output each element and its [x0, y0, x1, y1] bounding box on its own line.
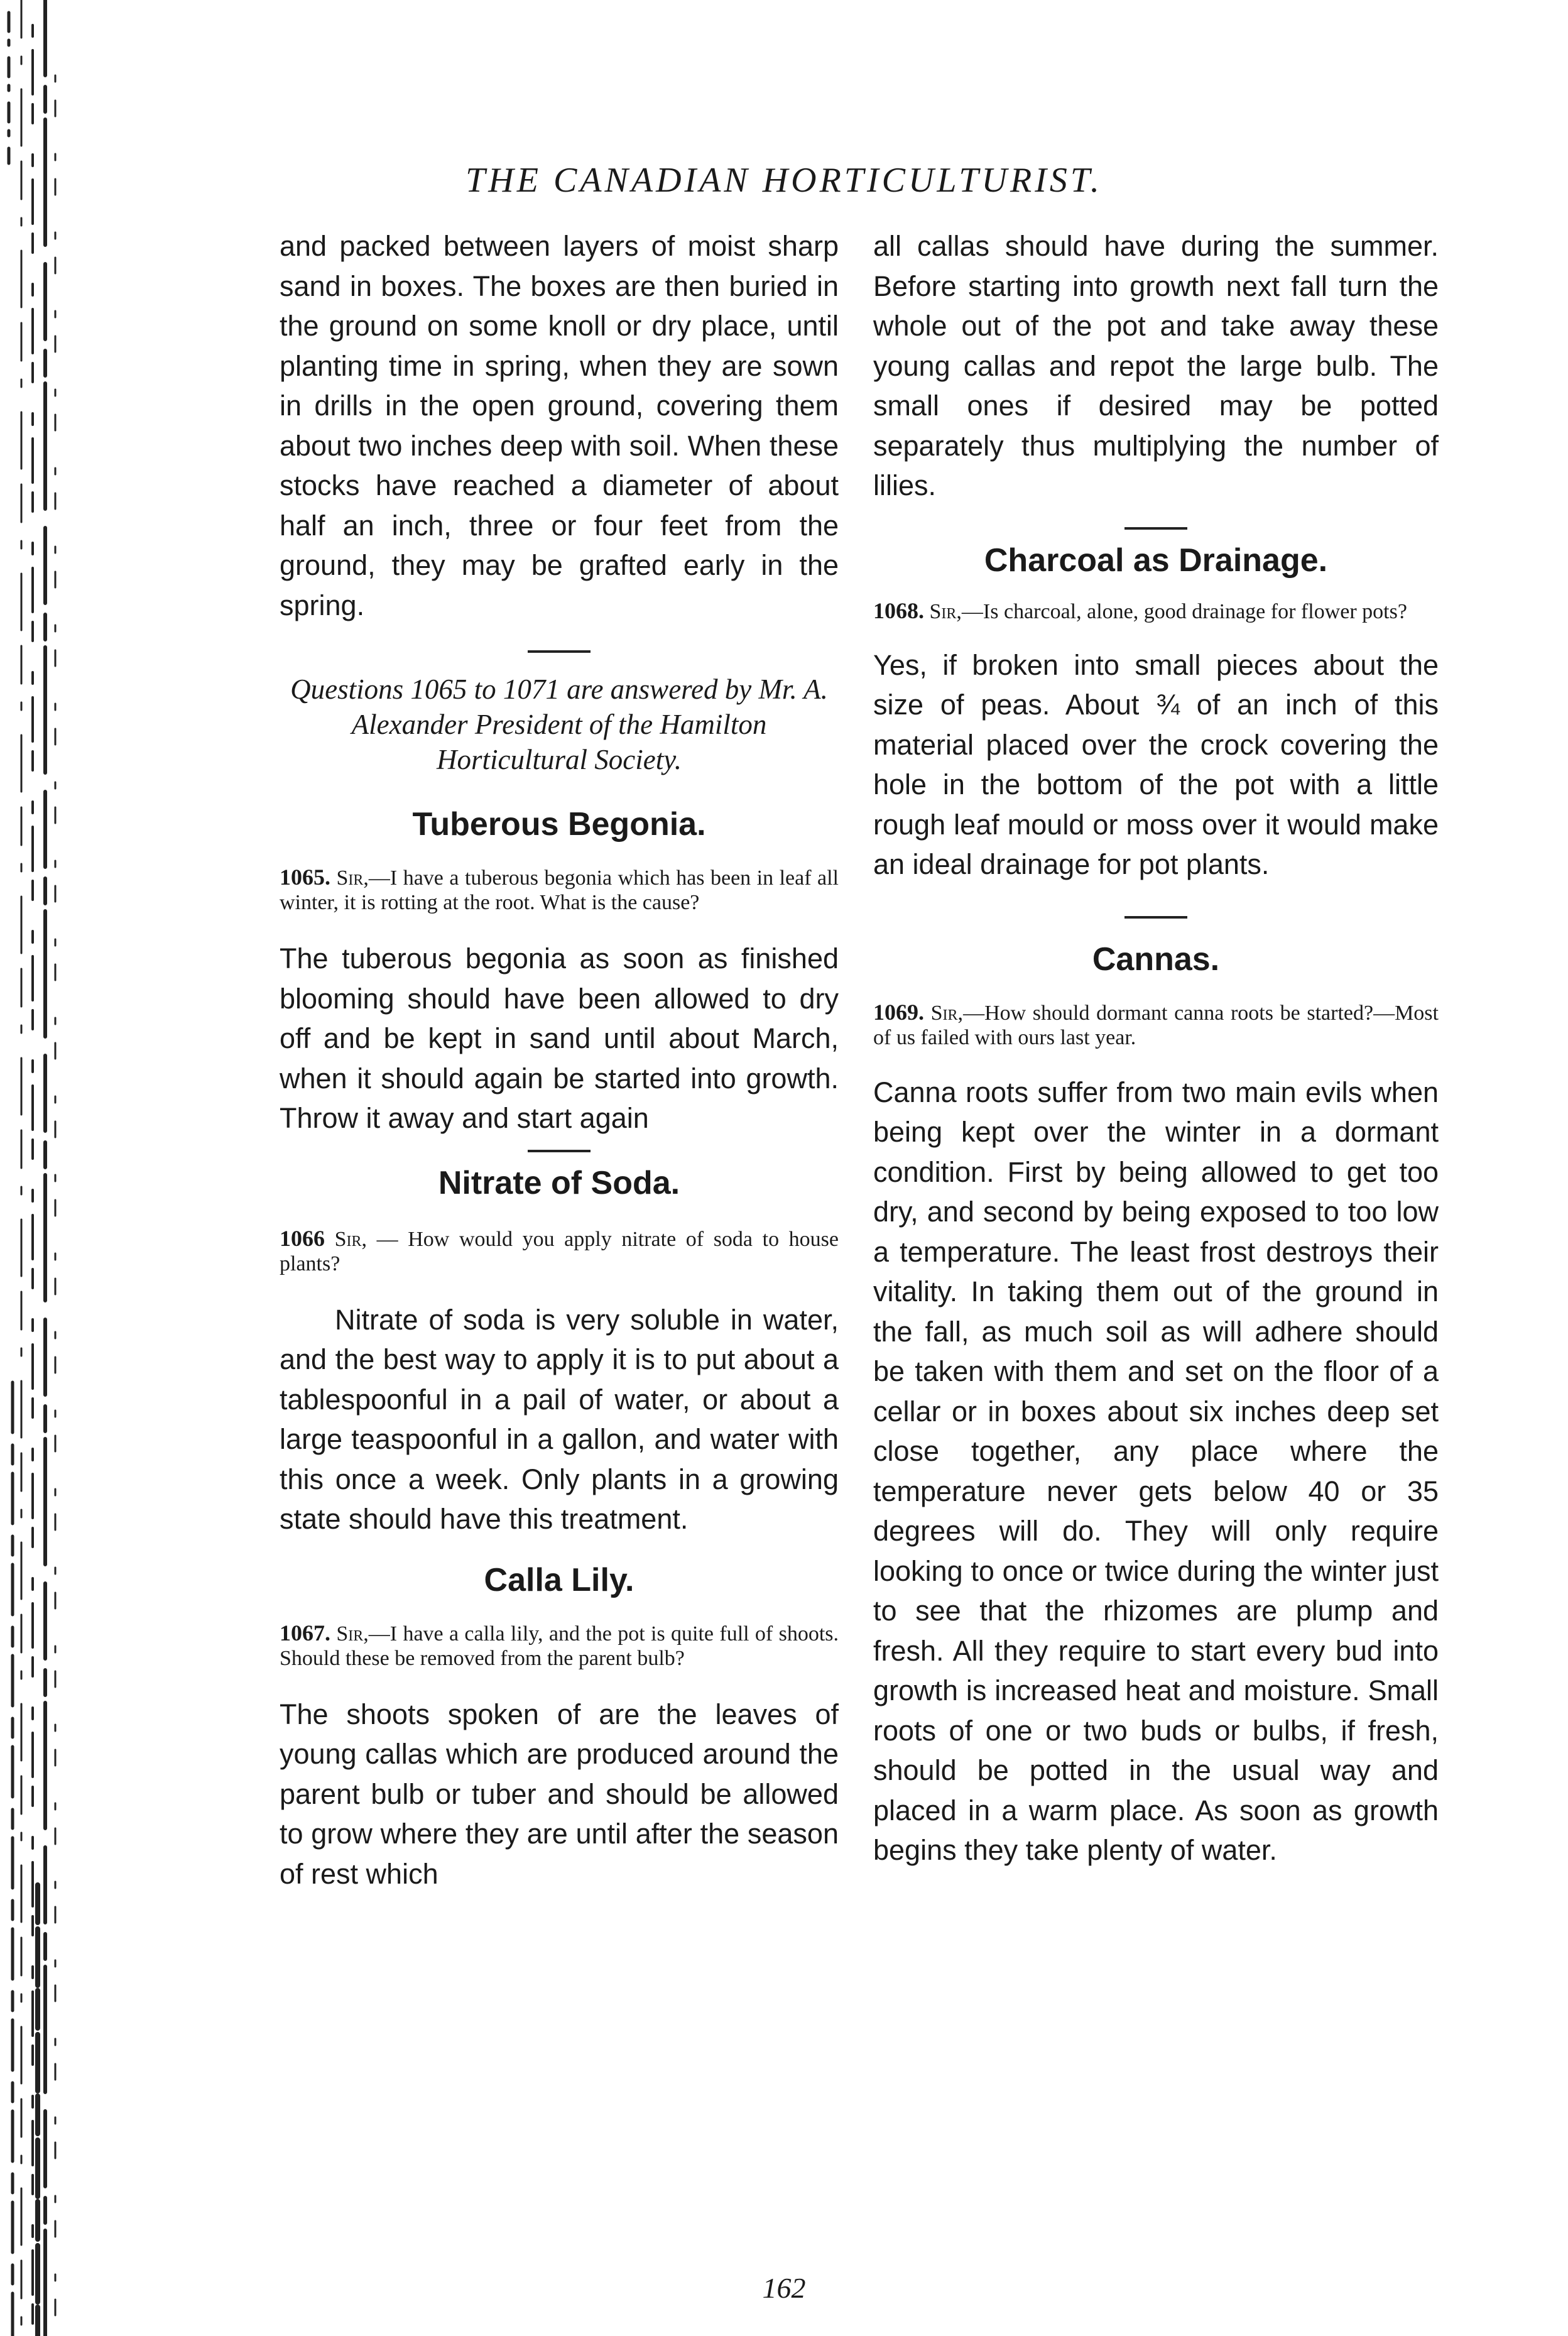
question-1067 — [280, 1621, 839, 1671]
question-text: —Is charcoal, alone, good drainage for flower pots? — [961, 599, 1407, 623]
question-text: — How would you apply nitrate of soda to house plants? — [280, 1227, 839, 1275]
section-divider — [1124, 527, 1187, 530]
section-divider — [1124, 916, 1187, 919]
running-head: THE CANADIAN HORTICULTURIST. — [466, 161, 1102, 200]
intro-paragraph: and packed between layers of moist sharp sand in boxes. The boxes are then buried in the ground on some knoll or dry place, until planting time in spring, when they are sown in drills in the open ground, covering them about two inches deep with soil. When these stocks have reached a diameter of about half an inch, three or four feet from the ground, they may be grafted early in the spring. — [280, 230, 839, 621]
question-salutation: Sir, — [334, 1227, 368, 1251]
question-number: 1067. — [280, 1620, 330, 1646]
question-number: 1066 — [280, 1225, 325, 1251]
question-number: 1068. — [873, 598, 924, 623]
page-number: 162 — [762, 2272, 806, 2304]
heading-nitrate-of-soda: Nitrate of Soda. — [438, 1164, 680, 1201]
question-1068 — [873, 599, 1439, 624]
answer-1069: Canna roots suffer from two main evils when being kept over the winter in a dormant condition. First by being allowed to get too dry, and second by being exposed to too low a temperature. The least frost destroys their vitality. In taking them out of the ground in the fall, as much soil as will adhere should be taken with them and set on the floor of a cellar or in boxes about six inches deep set close together, any place where the temperature never gets below 40 or 35 degrees will do. They will only require looking to once or twice during the winter just to see that the rhizomes are plump and fresh. All they require to start every bud into growth is increased heat and moisture. Small roots of one or two buds or bulbs, if fresh, should be potted in the usual way and placed in a warm place. As soon as growth begins they take plenty of water. — [873, 1076, 1439, 1866]
question-salutation: Sir, — [336, 1622, 369, 1646]
right-column — [873, 226, 1439, 1870]
answer-1067: The shoots spoken of are the leaves of young callas which are produced around the parent bulb or tuber and should be allowed to grow where they are until after the season of rest which — [280, 1698, 839, 1890]
answer-1066: Nitrate of soda is very soluble in water, and the best way to apply it is to put about a tablespoonful in a pail of water, or about a large teaspoonful in a gallon, and water with this once a week. Only plants in a growing state should have this treatment. — [280, 1303, 839, 1535]
question-salutation: Sir, — [336, 866, 369, 890]
heading-cannas: Cannas. — [1092, 941, 1220, 978]
left-column — [280, 226, 839, 1894]
question-1065 — [280, 865, 839, 915]
section-divider — [528, 1150, 591, 1152]
question-1069 — [873, 1000, 1439, 1050]
question-1066 — [280, 1226, 839, 1276]
question-text: —I have a calla lily, and the pot is quite full of shoots. Should these be removed from the parent bulb? — [280, 1622, 839, 1670]
section-divider — [528, 650, 591, 653]
question-text: —How should dormant canna roots be started?—Most of us failed with ours last year. — [873, 1001, 1439, 1049]
continued-paragraph: all callas should have during the summer. Before starting into growth next fall turn the whole out of the pot and take away these young callas and repot the large bulb. The small ones if desired may be potted separately thus multiplying the number of lilies. — [873, 230, 1439, 501]
question-salutation: Sir, — [929, 599, 962, 623]
question-number: 1065. — [280, 865, 330, 890]
answer-1068: Yes, if broken into small pieces about the size of peas. About ¾ of an inch of this material placed over the crock covering the hole in the bottom of the pot with a little rough leaf mould or moss over it would make an ideal drainage for pot plants. — [873, 648, 1439, 880]
question-text: —I have a tuberous begonia which has been in leaf all winter, it is rotting at the root. What is the cause? — [280, 866, 839, 914]
answer-attribution-note: Questions 1065 to 1071 are answered by Mr. A. Alexander President of the Hamilton Horticultural Society. — [290, 674, 828, 775]
scan-gutter-noise — [0, 0, 69, 2336]
question-salutation: Sir, — [930, 1001, 964, 1025]
heading-calla-lily: Calla Lily. — [484, 1561, 634, 1598]
answer-1065: The tuberous begonia as soon as finished blooming should have been allowed to dry off and be kept in sand until about March, when it should again be started into growth. Throw it away and start again — [280, 942, 839, 1134]
heading-tuberous-begonia: Tuberous Begonia. — [412, 806, 706, 843]
heading-charcoal-as-drainage: Charcoal as Drainage. — [984, 542, 1328, 579]
question-number: 1069. — [873, 999, 924, 1025]
